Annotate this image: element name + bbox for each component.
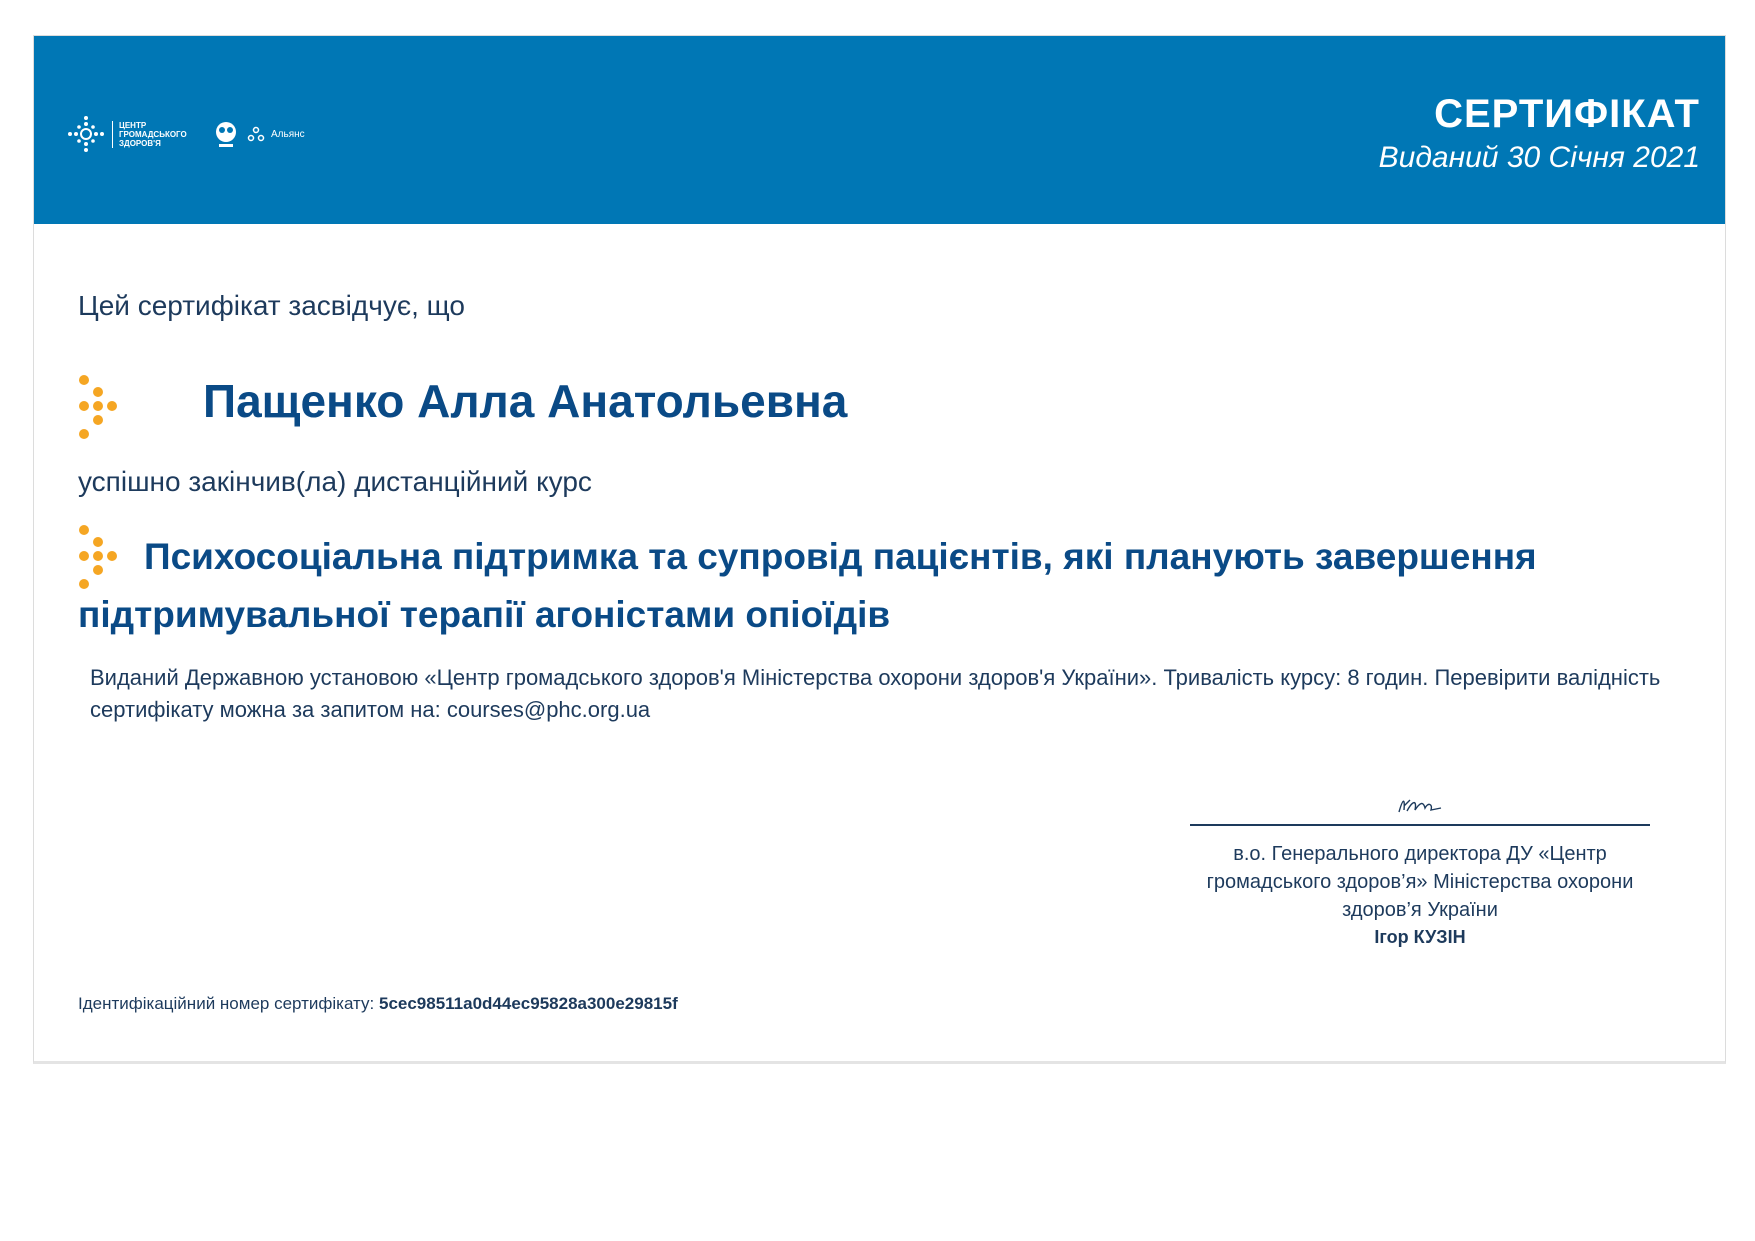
issued-date: Виданий 30 Січня 2021 bbox=[1378, 141, 1700, 174]
intro-text: Цей сертифікат засвідчує, що bbox=[78, 290, 465, 321]
signature-line bbox=[1190, 824, 1650, 826]
phc-logo-text: ЦЕНТР ГРОМАДСЬКОГО ЗДОРОВ'Я bbox=[112, 121, 183, 148]
accent-dots-icon bbox=[78, 524, 118, 592]
recipient-name: Пащенко Алла Анатольевна bbox=[203, 375, 848, 427]
certificate-title: СЕРТИФІКАТ bbox=[1434, 92, 1700, 136]
signatory-role: в.о. Генерального директора ДУ «Центр громадського здоров’я» Міністерства охорони здоров’я України bbox=[1206, 843, 1634, 921]
alliance-logo-text: Альянс bbox=[271, 128, 305, 140]
certificate bbox=[33, 35, 1726, 1064]
certificate-header bbox=[34, 36, 1725, 224]
partner-emblem-icon bbox=[211, 119, 241, 149]
logos bbox=[66, 114, 305, 154]
certificate-id-label: Ідентифікаційний номер сертифікату: bbox=[78, 994, 375, 1013]
accent-dots-icon bbox=[78, 374, 118, 442]
phc-logo bbox=[66, 114, 187, 154]
course-title: Психосоціальна підтримка та супровід пацієнтів, які планують завершення підтримувальної терапії агоністами опіоїдів bbox=[78, 536, 1537, 635]
issued-by-text: Виданий Державною установою «Центр громадського здоров'я Міністерства охорони здоров'я України». Тривалість курсу: 8 годин. Перевірити валідність сертифікату можна за запитом на: courses@phc.org.ua bbox=[90, 665, 1661, 722]
handwritten-signature-icon bbox=[1395, 794, 1445, 816]
signatory-name: Ігор КУЗІН bbox=[1374, 927, 1466, 947]
alliance-logo-icon bbox=[247, 126, 265, 142]
partner-logos bbox=[211, 119, 305, 149]
phc-emblem-icon bbox=[66, 114, 106, 154]
signature-image bbox=[1190, 776, 1650, 816]
certificate-id-value: 5cec98511a0d44ec95828a300e29815f bbox=[378, 994, 678, 1013]
signature-block bbox=[1190, 776, 1650, 950]
certificate-id bbox=[78, 994, 678, 1014]
completed-text: успішно закінчив(ла) дистанційний курс bbox=[78, 466, 592, 497]
course-block bbox=[78, 528, 1618, 644]
